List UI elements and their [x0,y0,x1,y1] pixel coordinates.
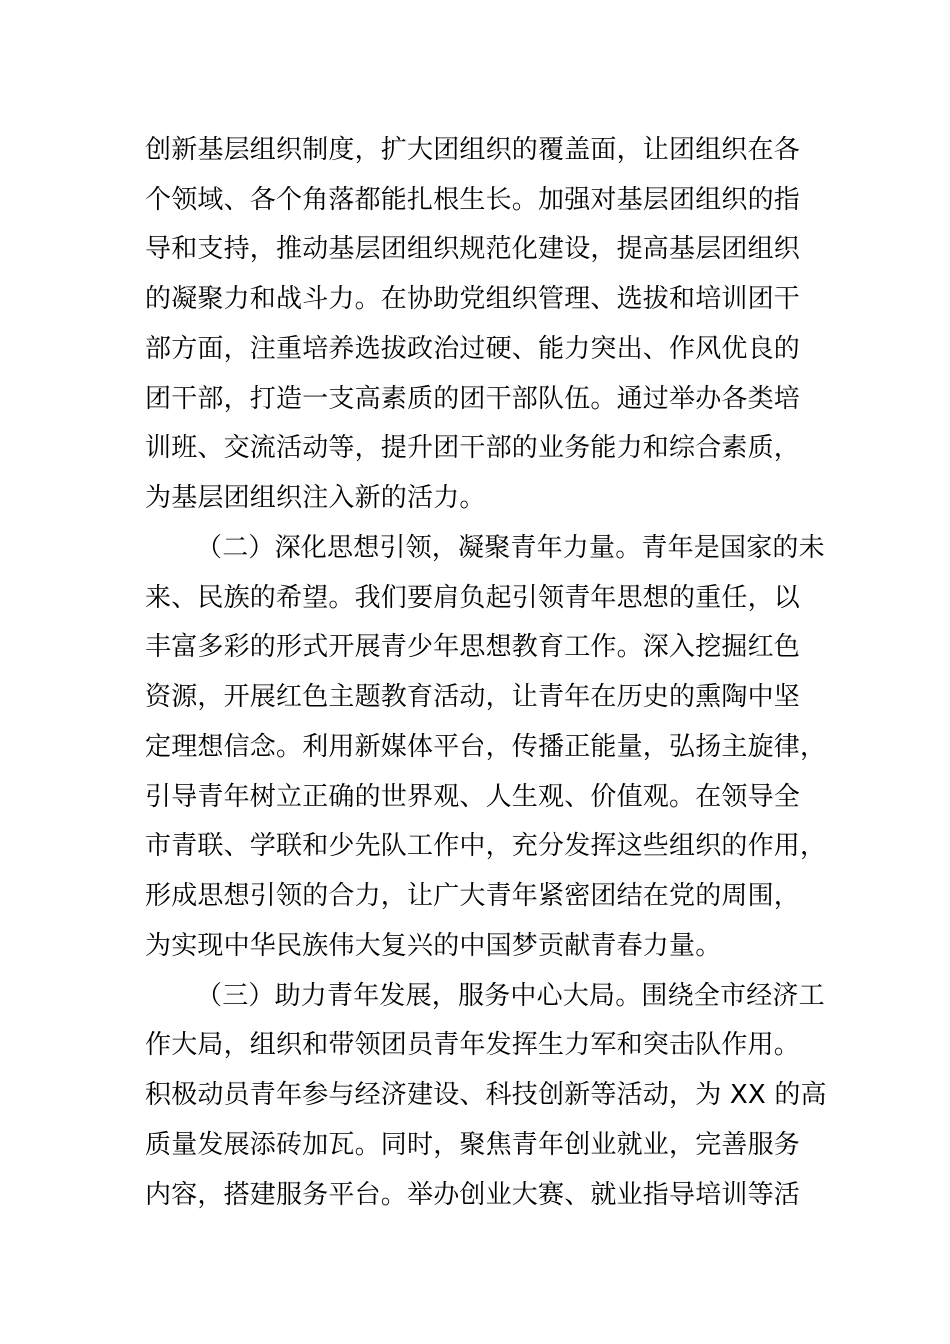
text-line: 为基层团组织注入新的活力。 [145,483,486,513]
text-line: 引导青年树立正确的世界观、人生观、价值观。在领导全 [145,782,801,812]
text-line: 的凝聚力和战斗力。在协助党组织管理、选拔和培训团干 [145,284,801,314]
text-line: 积极动员青年参与经济建设、科技创新等活动，为 XX 的高 [145,1080,827,1110]
text-line: 导和支持，推动基层团组织规范化建设，提高基层团组织 [145,234,801,264]
text-line: 个领域、各个角落都能扎根生长。加强对基层团组织的指 [145,185,801,215]
text-line: 资源，开展红色主题教育活动，让青年在历史的熏陶中坚 [145,682,801,712]
text-line: 作大局，组织和带领团员青年发挥生力军和突击队作用。 [145,1030,801,1060]
text-line: 形成思想引领的合力，让广大青年紧密团结在党的周围， [145,881,801,911]
text-line: 质量发展添砖加瓦。同时，聚焦青年创业就业，完善服务 [145,1130,801,1160]
paragraph-heading-line: （三）助力青年发展，服务中心大局。围绕全市经济工 [196,981,825,1011]
text-line: 部方面，注重培养选拔政治过硬、能力突出、作风优良的 [145,334,801,364]
text-line: 创新基层组织制度，扩大团组织的覆盖面，让团组织在各 [145,135,801,165]
text-line: 内容，搭建服务平台。举办创业大赛、就业指导培训等活 [145,1180,801,1210]
text-line: 来、民族的希望。我们要肩负起引领青年思想的重任，以 [145,583,801,613]
text-line: 市青联、学联和少先队工作中，充分发挥这些组织的作用， [145,831,827,861]
text-line: 团干部，打造一支高素质的团干部队伍。通过举办各类培 [145,384,801,414]
text-line: 训班、交流活动等，提升团干部的业务能力和综合素质， [145,433,801,463]
paragraph-heading-line: （二）深化思想引领，凝聚青年力量。青年是国家的未 [196,533,825,563]
text-line: 为实现中华民族伟大复兴的中国梦贡献青春力量。 [145,931,722,961]
text-line: 定理想信念。利用新媒体平台，传播正能量，弘扬主旋律， [145,732,827,762]
text-line: 丰富多彩的形式开展青少年思想教育工作。深入挖掘红色 [145,632,801,662]
